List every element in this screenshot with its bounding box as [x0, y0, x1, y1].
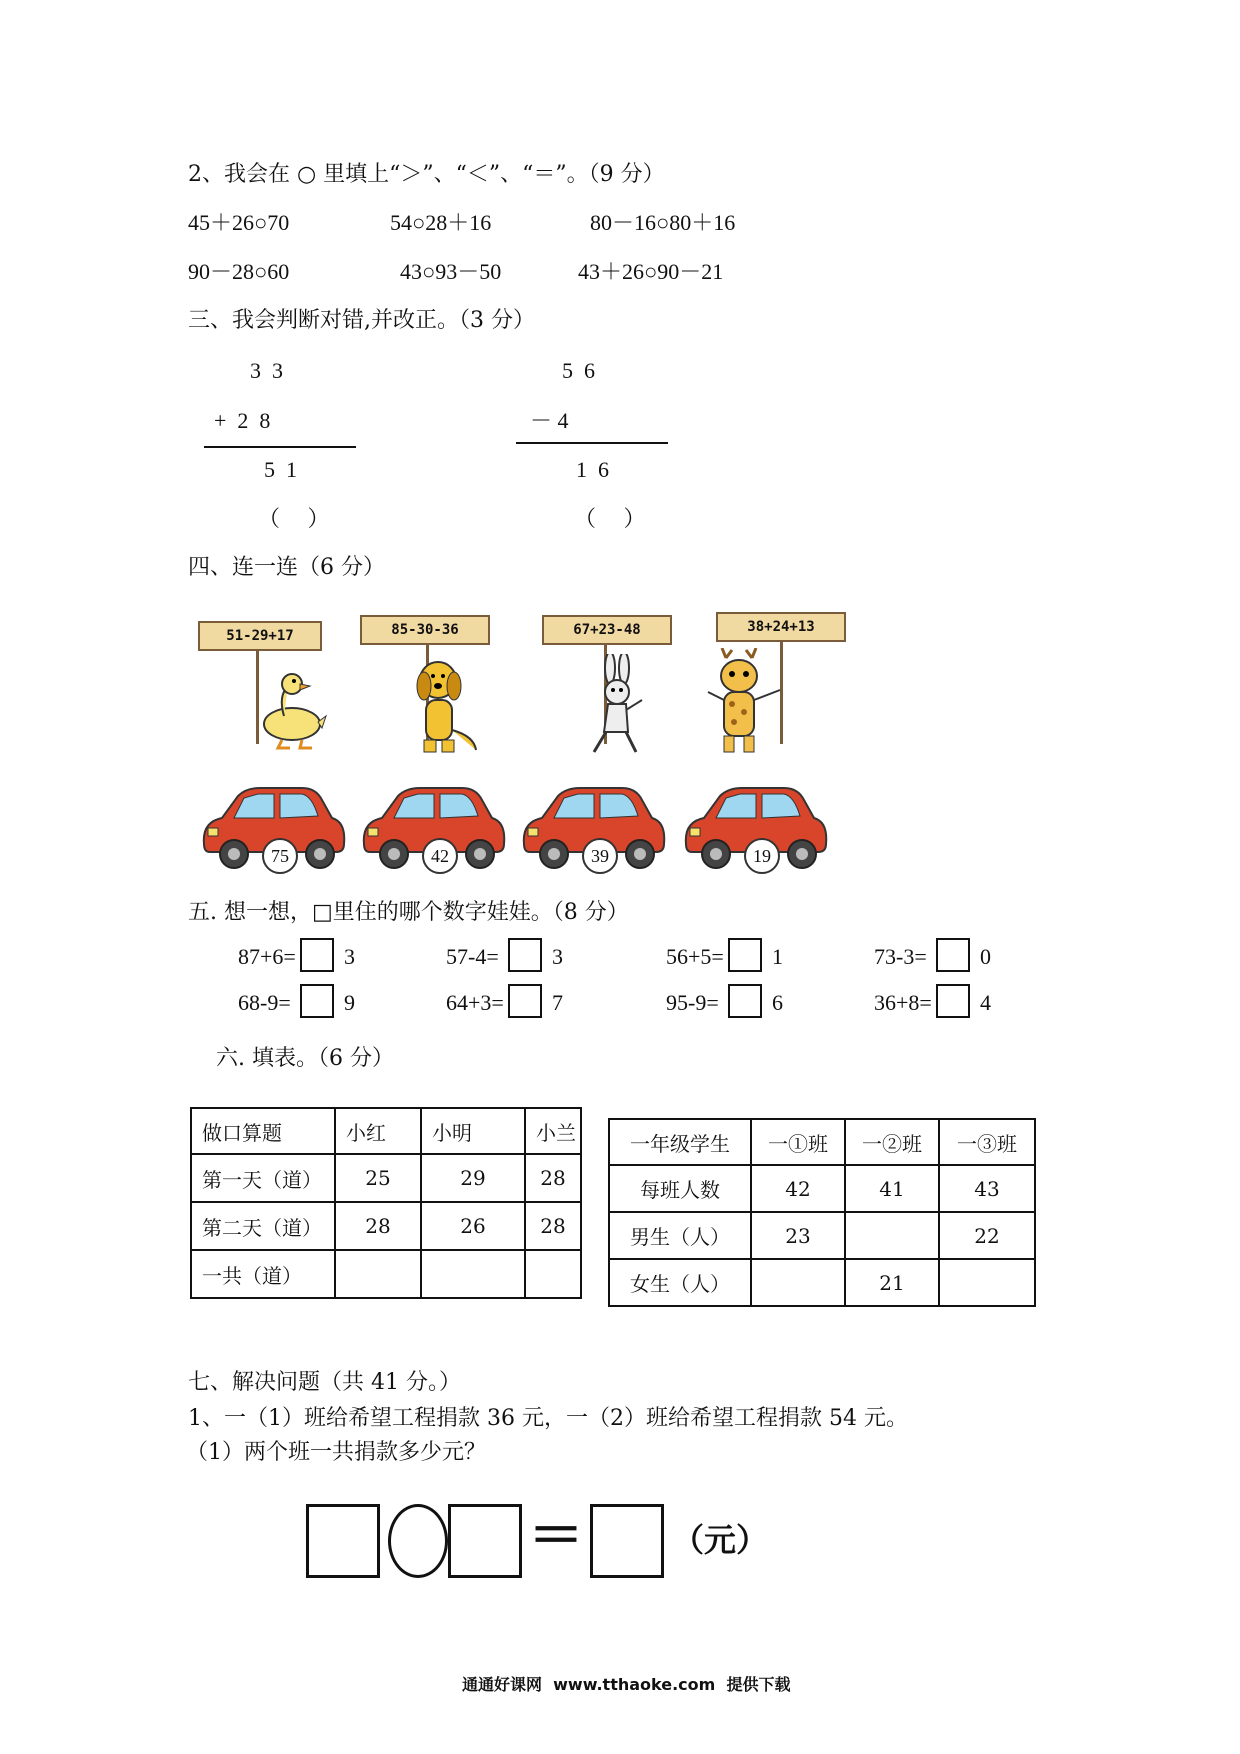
- equation-text: 87+6=: [238, 944, 296, 969]
- calc-operand: + 2 8: [214, 408, 271, 433]
- duck-icon: [248, 666, 328, 750]
- calc-result: 1 6: [576, 457, 609, 482]
- trailing-digit: 6: [772, 990, 783, 1015]
- table-cell: 女生（人）: [609, 1259, 751, 1306]
- trailing-digit: 7: [552, 990, 563, 1015]
- calc-line: [516, 442, 668, 444]
- q2-item: 43○93－50: [400, 259, 502, 284]
- equation-text: 73-3=: [874, 944, 927, 969]
- calc-operand: － 4: [530, 408, 569, 433]
- q2-item: 90－28○60: [188, 259, 290, 284]
- answer-cell[interactable]: [525, 1250, 581, 1298]
- trailing-digit: 9: [344, 990, 355, 1015]
- table-row: [609, 1165, 1035, 1212]
- table-cell: 22: [939, 1212, 1035, 1259]
- deer-icon: [704, 648, 784, 756]
- answer-box[interactable]: [590, 1504, 664, 1578]
- table-cell: 29: [421, 1154, 525, 1202]
- students-table: [608, 1118, 1036, 1307]
- digit-box[interactable]: [728, 938, 762, 972]
- operator-circle[interactable]: [388, 1504, 448, 1578]
- car-number: 19: [744, 838, 780, 874]
- q2-item: 43＋26○90－21: [578, 259, 724, 284]
- answer-box[interactable]: [448, 1504, 522, 1578]
- table-cell: 28: [525, 1202, 581, 1250]
- table-cell: 男生（人）: [609, 1212, 751, 1259]
- table-row: [609, 1259, 1035, 1306]
- table-cell: 一共（道）: [191, 1250, 335, 1298]
- car-number: 75: [262, 838, 298, 874]
- trailing-digit: 4: [980, 990, 991, 1015]
- answer-cell[interactable]: [845, 1212, 939, 1259]
- answer-paren[interactable]: （ ）: [574, 506, 646, 531]
- equation-text: 56+5=: [666, 944, 724, 969]
- digit-box[interactable]: [300, 984, 334, 1018]
- table-row: [191, 1250, 581, 1298]
- equation-text: 36+8=: [874, 990, 932, 1015]
- equation-text: 95-9=: [666, 990, 719, 1015]
- table-row: [609, 1212, 1035, 1259]
- table-cell: 25: [335, 1154, 421, 1202]
- table-cell: 第一天（道）: [191, 1154, 335, 1202]
- digit-box[interactable]: [508, 938, 542, 972]
- expression-sign[interactable]: 85-30-36: [360, 615, 490, 645]
- q6-title: 六. 填表。（6 分）: [216, 1046, 394, 1071]
- table-row: [191, 1154, 581, 1202]
- rabbit-icon: [584, 654, 654, 756]
- footer-credit: 通通好课网 www.tthaoke.com 提供下载: [462, 1675, 791, 1694]
- calc-result: 5 1: [264, 457, 297, 482]
- table-header: 小明: [421, 1108, 525, 1154]
- calc-top: 3 3: [250, 358, 283, 383]
- answer-cell[interactable]: [751, 1259, 845, 1306]
- trailing-digit: 3: [552, 944, 563, 969]
- table-header: 一③班: [939, 1119, 1035, 1165]
- q2-title: 2、我会在 ○ 里填上“＞”、“＜”、“＝”。（9 分）: [188, 162, 665, 187]
- q2-item: 45＋26○70: [188, 210, 290, 235]
- digit-box[interactable]: [300, 938, 334, 972]
- car-icon[interactable]: [518, 782, 668, 874]
- table-cell: 第二天（道）: [191, 1202, 335, 1250]
- table-cell: 28: [335, 1202, 421, 1250]
- table-row: [191, 1202, 581, 1250]
- answer-paren[interactable]: （ ）: [258, 506, 330, 531]
- equation-text: 64+3=: [446, 990, 504, 1015]
- calc-top: 5 6: [562, 358, 595, 383]
- table-header: 一①班: [751, 1119, 845, 1165]
- q2-item: 80－16○80＋16: [590, 210, 736, 235]
- q7-title: 七、解决问题（共 41 分。）: [188, 1370, 461, 1395]
- digit-box[interactable]: [936, 984, 970, 1018]
- table-cell: 每班人数: [609, 1165, 751, 1212]
- table-cell: 28: [525, 1154, 581, 1202]
- table-cell: 26: [421, 1202, 525, 1250]
- expression-sign[interactable]: 38+24+13: [716, 612, 846, 642]
- q3-title: 三、我会判断对错,并改正。（3 分）: [188, 308, 535, 333]
- table-header: 小兰: [525, 1108, 581, 1154]
- answer-cell[interactable]: [335, 1250, 421, 1298]
- q4-title: 四、连一连（6 分）: [188, 555, 385, 580]
- digit-box[interactable]: [728, 984, 762, 1018]
- table-cell: 42: [751, 1165, 845, 1212]
- practice-table: [190, 1107, 582, 1299]
- equation-text: 57-4=: [446, 944, 499, 969]
- table-cell: 21: [845, 1259, 939, 1306]
- table-header: 一②班: [845, 1119, 939, 1165]
- car-icon[interactable]: [198, 782, 348, 874]
- q7-problem-text: 1、一（1）班给希望工程捐款 36 元，一（2）班给希望工程捐款 54 元。: [188, 1406, 908, 1431]
- calc-line: [204, 446, 356, 448]
- table-header: 做口算题: [191, 1108, 335, 1154]
- table-header: 一年级学生: [609, 1119, 751, 1165]
- trailing-digit: 3: [344, 944, 355, 969]
- table-cell: 43: [939, 1165, 1035, 1212]
- dog-icon: [408, 656, 482, 756]
- q2-item: 54○28＋16: [390, 210, 492, 235]
- car-icon[interactable]: [358, 782, 508, 874]
- car-icon[interactable]: [680, 782, 830, 874]
- answer-cell[interactable]: [421, 1250, 525, 1298]
- equation-text: 68-9=: [238, 990, 291, 1015]
- q5-title: 五. 想一想，□里住的哪个数字娃娃。（8 分）: [188, 900, 629, 925]
- car-number: 42: [422, 838, 458, 874]
- trailing-digit: 1: [772, 944, 783, 969]
- digit-box[interactable]: [936, 938, 970, 972]
- unit-label: （元）: [672, 1521, 769, 1559]
- equals-sign: ＝: [528, 1503, 584, 1569]
- table-cell: 41: [845, 1165, 939, 1212]
- answer-box[interactable]: [306, 1504, 380, 1578]
- trailing-digit: 0: [980, 944, 991, 969]
- answer-cell[interactable]: [939, 1259, 1035, 1306]
- q7-subquestion: （1）两个班一共捐款多少元？: [186, 1440, 486, 1465]
- digit-box[interactable]: [508, 984, 542, 1018]
- expression-sign[interactable]: 67+23-48: [542, 615, 672, 645]
- expression-sign[interactable]: 51-29+17: [198, 621, 322, 651]
- table-header: 小红: [335, 1108, 421, 1154]
- car-number: 39: [582, 838, 618, 874]
- table-cell: 23: [751, 1212, 845, 1259]
